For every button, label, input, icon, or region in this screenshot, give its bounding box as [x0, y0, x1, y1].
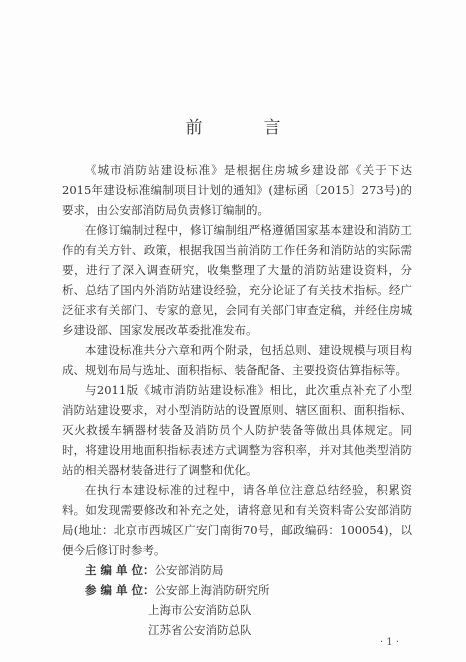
participant-value-2: 上海市公安消防总队 — [148, 603, 252, 617]
chief-editor-label: 主 编 单 位： — [85, 563, 155, 577]
participant-row — [62, 580, 412, 600]
credits-block — [62, 560, 412, 640]
paragraph-2: 在修订编制过程中，修订编制组严格遵循国家基本建设和消防工作的有关方针、政策，根据我国当前消防工作任务和消防站的实际需要，进行了深入调查研究，收集整理了大量的消防站建设资料，分析、总结了国内外消防站建设经验，充分论证了有关技术指标。经广泛征求有关部门、专家的意见，会同有关部门审查定稿，并经住房城乡建设部、国家发展改革委批准发布。 — [62, 223, 412, 337]
chief-editor-row — [62, 560, 412, 580]
preface-body — [62, 160, 412, 640]
paragraph-4: 与2011版《城市消防站建设标准》相比，此次重点补充了小型消防站建设要求，对小型消防站的设置原则、辖区面积、面积指标、灭火救援车辆器材装备及消防员个人防护装备等做出具体规定。同时，将建设用地面积指标表述方式调整为容积率，并对其他类型消防站的相关器材装备进行了调整和优化。 — [62, 383, 412, 477]
paragraph-3: 本建设标准共分六章和两个附录，包括总则、建设规模与项目构成、规划布局与选址、面积指标、装备配备、主要投资估算指标等。 — [62, 343, 412, 377]
chief-editor-value: 公安部消防局 — [154, 563, 224, 577]
paragraph-5: 在执行本建设标准的过程中，请各单位注意总结经验，积累资料。如发现需要修改和补充之处，请将意见和有关资料寄公安部消防局(地址：北京市西城区广安门南街70号，邮政编码：100054)，以便今后修订时参考。 — [62, 483, 412, 557]
participant-value-3: 江苏省公安消防总队 — [148, 623, 252, 637]
page-number: · 1 · — [380, 637, 400, 648]
participant-label: 参 编 单 位： — [85, 583, 155, 597]
page-title: 前 言 — [185, 118, 303, 138]
participant-value-1: 公安部上海消防研究所 — [154, 583, 270, 597]
paragraph-1: 《城市消防站建设标准》是根据住房城乡建设部《关于下达2015年建设标准编制项目计划的通知》(建标函〔2015〕273号)的要求，由公安部消防局负责修订编制的。 — [62, 163, 412, 217]
